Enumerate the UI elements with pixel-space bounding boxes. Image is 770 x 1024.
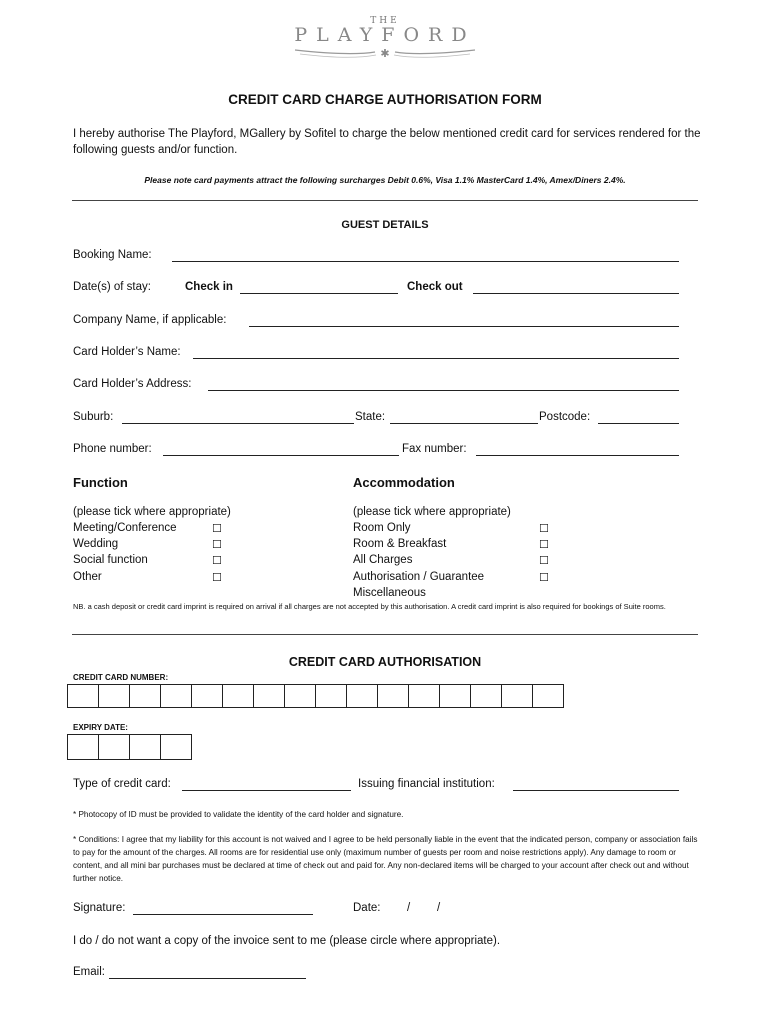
expiry-digit-box[interactable]: [68, 735, 99, 759]
suburb-field[interactable]: [122, 423, 354, 424]
accommodation-heading: Accommodation: [353, 475, 455, 490]
cc-heading: CREDIT CARD AUTHORISATION: [288, 655, 482, 669]
expiry-digit-box[interactable]: [161, 735, 192, 759]
expiry-digit-box[interactable]: [99, 735, 130, 759]
fax-label: Fax number:: [402, 443, 467, 455]
holder-name-label: Card Holder’s Name:: [73, 346, 181, 358]
invoice-preference-text: I do / do not want a copy of the invoice sent to me (please circle where appropriate).: [73, 935, 501, 947]
card-digit-box[interactable]: [316, 685, 347, 707]
booking-name-label: Booking Name:: [73, 249, 152, 261]
surcharge-note: Please note card payments attract the following surcharges Debit 0.6%, Visa 1.1% MasterCard 1.4%, Amex/Diners 2.4%.: [144, 175, 626, 185]
divider: [72, 634, 698, 635]
date-label: Date:: [353, 902, 381, 914]
function-item-meeting: Meeting/Conference: [73, 522, 177, 534]
issuer-field[interactable]: [513, 790, 679, 791]
intro-text: I hereby authorise The Playford, MGallery by Sofitel to charge the below mentioned credit card for services rendered for the following guests and/or function.: [73, 128, 701, 156]
function-checkbox-social[interactable]: ☐: [212, 554, 222, 567]
accommodation-checkbox-room-breakfast[interactable]: ☐: [539, 538, 549, 551]
expiry-digit-box[interactable]: [130, 735, 161, 759]
accommodation-checkbox-authorisation[interactable]: ☐: [539, 571, 549, 584]
accommodation-checkbox-room-only[interactable]: ☐: [539, 522, 549, 535]
card-digit-box[interactable]: [192, 685, 223, 707]
guest-details-heading: GUEST DETAILS: [341, 219, 429, 231]
function-checkbox-meeting[interactable]: ☐: [212, 522, 222, 535]
form-title: CREDIT CARD CHARGE AUTHORISATION FORM: [228, 92, 542, 107]
check-out-field[interactable]: [473, 293, 679, 294]
card-digit-box[interactable]: [99, 685, 130, 707]
card-digit-box[interactable]: [502, 685, 533, 707]
expiry-boxes[interactable]: [67, 734, 192, 760]
divider: [72, 200, 698, 201]
accommodation-hint: (please tick where appropriate): [353, 506, 511, 518]
logo-main-text: PLAYFORD: [294, 24, 476, 46]
signature-field[interactable]: [133, 914, 313, 915]
phone-label: Phone number:: [73, 443, 152, 455]
phone-field[interactable]: [163, 455, 399, 456]
function-checkbox-other[interactable]: ☐: [212, 571, 222, 584]
holder-address-label: Card Holder’s Address:: [73, 378, 192, 390]
email-label: Email:: [73, 966, 105, 978]
card-number-boxes[interactable]: [67, 684, 564, 708]
card-digit-box[interactable]: [285, 685, 316, 707]
accommodation-checkbox-all-charges[interactable]: ☐: [539, 554, 549, 567]
check-in-label: Check in: [185, 281, 233, 293]
svg-text:✱: ✱: [380, 47, 390, 60]
dates-of-stay-label: Date(s) of stay:: [73, 281, 151, 293]
holder-name-field[interactable]: [193, 358, 679, 359]
card-digit-box[interactable]: [347, 685, 378, 707]
fax-field[interactable]: [476, 455, 679, 456]
function-item-wedding: Wedding: [73, 538, 119, 550]
card-type-label: Type of credit card:: [73, 778, 171, 790]
card-digit-box[interactable]: [409, 685, 440, 707]
accommodation-item-miscellaneous: Miscellaneous: [353, 587, 426, 599]
company-label: Company Name, if applicable:: [73, 314, 227, 326]
expiry-label: EXPIRY DATE:: [73, 723, 128, 732]
function-item-social: Social function: [73, 554, 148, 566]
postcode-label: Postcode:: [539, 411, 591, 423]
conditions-text: * Conditions: I agree that my liability for this account is not waived and I agree to be held personally liable in the event that the indicated person, company or association fails to pay for the amount of the charges. All rooms are for residential use only (maximum number of guests per room and noise restrictions apply). Any damage to room or content, and all mini bar purchases must be declared at time of check out and paid for. Any non-declared items will be charged to your account after check out and without further notice.: [73, 835, 698, 883]
accommodation-item-all-charges: All Charges: [353, 554, 413, 566]
card-digit-box[interactable]: [378, 685, 409, 707]
card-digit-box[interactable]: [254, 685, 285, 707]
card-digit-box[interactable]: [68, 685, 99, 707]
nb-note: NB. a cash deposit or credit card imprint is required on arrival if all charges are not accepted by this authorisation. A credit card imprint is also required for bookings of Suite rooms.: [73, 602, 666, 611]
function-hint: (please tick where appropriate): [73, 506, 231, 518]
holder-address-field[interactable]: [208, 390, 679, 391]
date-separator: /: [407, 902, 411, 914]
card-digit-box[interactable]: [440, 685, 471, 707]
card-digit-box[interactable]: [471, 685, 502, 707]
logo-swoosh-icon: [290, 40, 480, 62]
email-field[interactable]: [109, 978, 306, 979]
card-digit-box[interactable]: [533, 685, 564, 707]
function-heading: Function: [73, 475, 128, 490]
suburb-label: Suburb:: [73, 411, 114, 423]
card-type-field[interactable]: [182, 790, 351, 791]
photocopy-note: * Photocopy of ID must be provided to validate the identity of the card holder and signature.: [73, 810, 404, 819]
card-digit-box[interactable]: [223, 685, 254, 707]
check-out-label: Check out: [407, 281, 463, 293]
accommodation-item-room-breakfast: Room & Breakfast: [353, 538, 447, 550]
state-label: State:: [355, 411, 386, 423]
logo-top-text: THE: [370, 16, 400, 26]
accommodation-item-authorisation: Authorisation / Guarantee: [353, 571, 485, 583]
postcode-field[interactable]: [598, 423, 679, 424]
function-checkbox-wedding[interactable]: ☐: [212, 538, 222, 551]
date-separator: /: [437, 902, 441, 914]
card-number-label: CREDIT CARD NUMBER:: [73, 673, 169, 682]
check-in-field[interactable]: [240, 293, 398, 294]
card-digit-box[interactable]: [161, 685, 192, 707]
card-digit-box[interactable]: [130, 685, 161, 707]
company-field[interactable]: [249, 326, 679, 327]
signature-label: Signature:: [73, 902, 126, 914]
accommodation-item-room-only: Room Only: [353, 522, 411, 534]
function-item-other: Other: [73, 571, 102, 583]
state-field[interactable]: [390, 423, 538, 424]
booking-name-field[interactable]: [172, 261, 679, 262]
issuer-label: Issuing financial institution:: [358, 778, 495, 790]
